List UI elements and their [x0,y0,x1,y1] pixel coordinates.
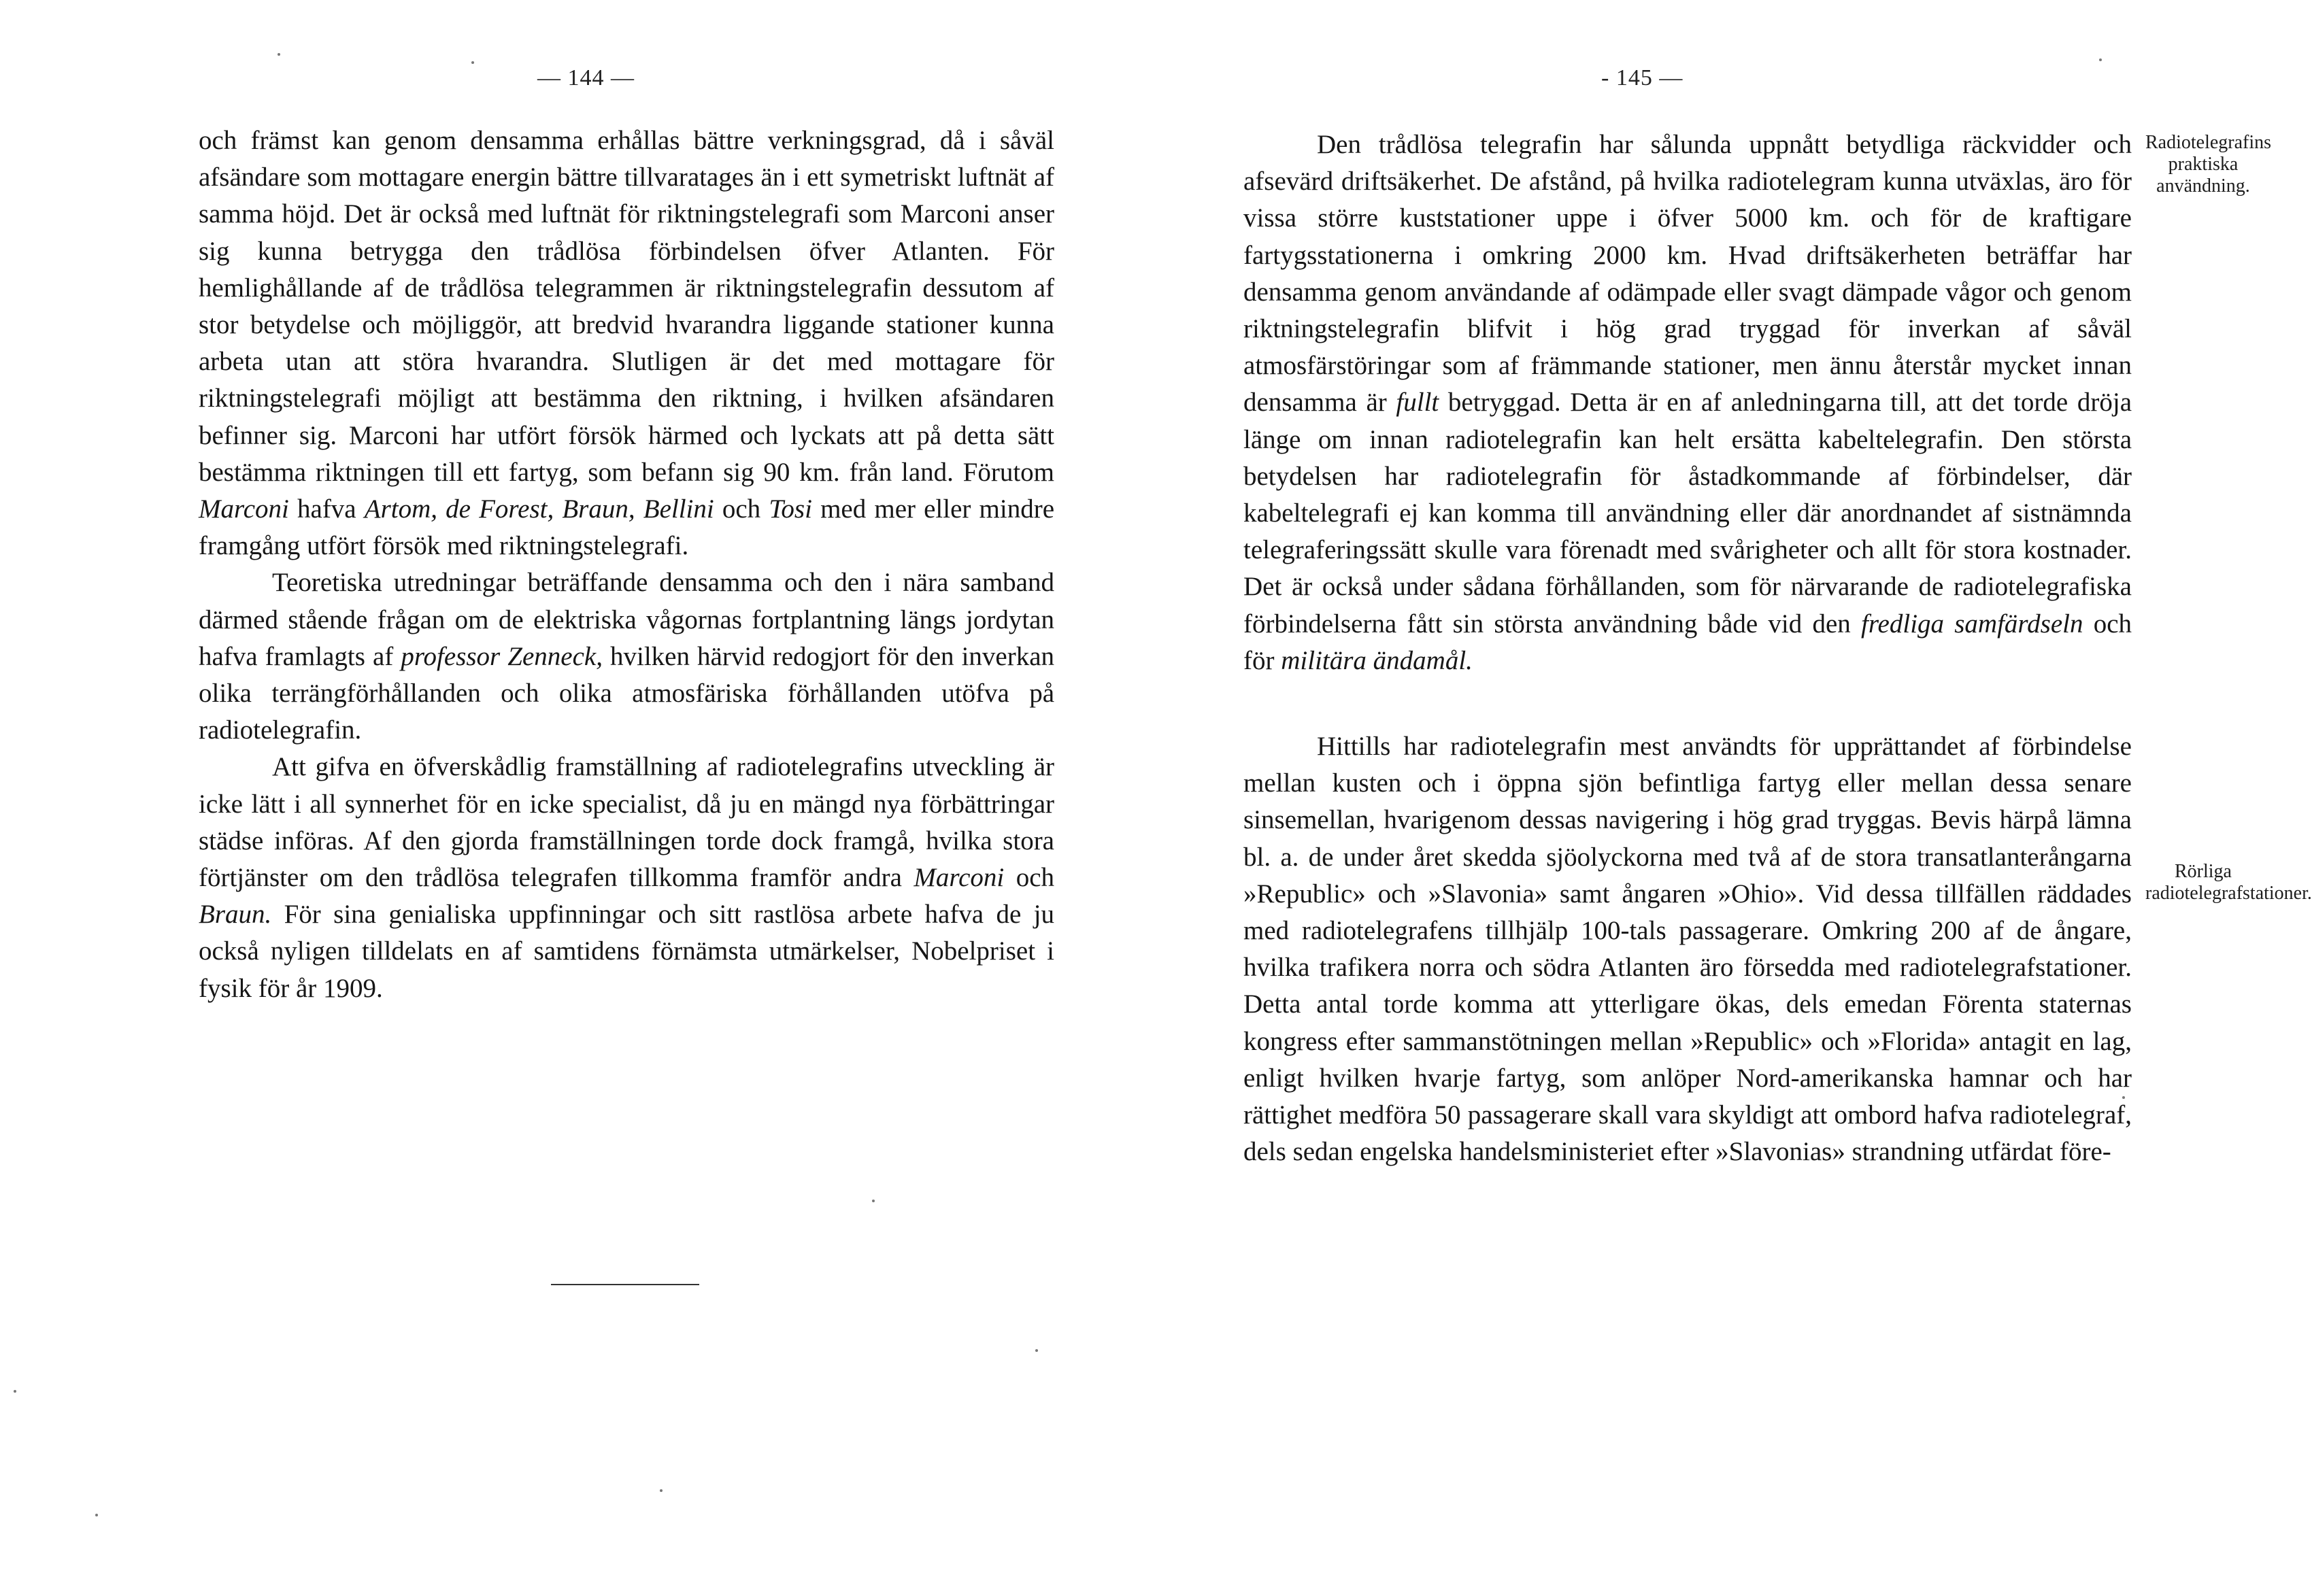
scan-speck [278,53,280,56]
paragraph-text: betryggad. Detta är en af anledningarna till, att det torde dröja länge om innan radiotelegrafin kan helt ersätta kabeltelegrafin. Den största betydelsen har radiotelegrafin för åstadkommande af förbindelser, där kabeltelegrafi ej kan komma till användning eller där anordnandet af sistnämnda telegraferingssätt skulle vara förenadt med svårigheter och allt för stora kostnader. Det är också under sådana förhållanden, som för närvarande de radiotelegrafiska förbindelserna fått sin största användning både vid den [1243,388,2132,639]
italic-name: Braun. [199,900,272,930]
italic-name: Marconi [199,494,289,524]
paragraph-text: och [714,494,769,524]
paragraph-text: hvilken härvid redogjort för den inverkan olika terrängförhållanden och olika atmosfäriska förhållanden utöfva på radiotelegrafin. [199,641,1055,745]
scan-speck [1035,1349,1038,1352]
paragraph-text: med mer eller mindre framgång utfört försök med riktningstelegrafi. [199,494,1055,561]
scan-speck [2099,58,2102,61]
paragraph-text: och [1004,863,1055,893]
margin-note-practical-use: Radiotelegrafins praktiska användning. [2145,132,2272,197]
paragraph-text: hafva [288,494,365,524]
italic-word: fullt [1396,388,1439,418]
left-page [0,0,1132,1596]
right-text-column [1243,126,2132,1170]
page-number-144: — 144 — [537,65,635,90]
paragraph-text: För sina genialiska uppfinningar och sitt rastlösa arbete hafva de ju också nyligen tilldelats en af samtidens förnämsta utmärkelser, Nobelpriset i fysik för år 1909. [199,900,1054,1003]
paragraph-mobile-stations [1243,728,2132,1170]
end-of-chapter-rule [551,1284,699,1285]
paragraph-text: Att gifva en öfverskådlig framställning af radiotelegrafins utveckling är icke lätt i all synnerhet för en icke specialist, då ju en mängd nya förbättringar städse införas. Af den gjorda framställningen torde dock framgå, hvilka stora förtjänster om den trådlösa telegrafen tillkomma framför andra [199,752,1054,893]
paragraph-text: och främst kan genom densamma erhållas bättre verkningsgrad, då i såväl afsändare som mottagare energin bättre tillvaratages än i ett symetriskt luftnät af samma höjd. Det är också med luftnät för riktningstelegrafi som Marconi anser sig kunna betrygga den trådlösa förbindelsen öfver Atlanten. För hemlighållande af de trådlösa telegrammen är riktningstelegrafin dessutom af stor betydelse och möjliggör, att bredvid hvarandra liggande stationer kunna arbeta utan att störa hvarandra. Slutligen är det med mottagare för riktningstelegrafi möjligt att bestämma den riktning, i hvilken afsändaren befinner sig. Marconi har utfört försök härmed och lyckats att på detta sätt bestämma riktningen till ett fartyg, som befann sig 90 km. från land. Förutom [199,126,1054,487]
paragraph-range-reliability [1243,126,2132,679]
section-gap [1243,679,2132,728]
scan-speck [2122,1096,2125,1099]
scan-speck [471,61,474,64]
paragraph-text: Den trådlösa telegrafin har sålunda uppnått betydliga räckvidder och afsevärd driftsäkerhet. De afstånd, på hvilka radiotelegram kunna utväxlas, äro för vissa större kuststationer uppe i öfver 5000 km. och för de kraftigare fartygsstationerna i omkring 2000 km. Hvad driftsäkerheten beträffar har densamma genom användande af odämpade eller svagt dämpade vågor och genom riktningstelegrafin blifvit i hög grad tryggad för inverkan af såväl atmosfärstöringar som af främmande stationer, men ännu återstår mycket innan densamma är [1243,130,2132,418]
paragraph-directional-telegraphy [199,122,1054,564]
italic-phrase: militära ändamål. [1281,645,1473,675]
right-page [1132,0,2312,1596]
left-text-column [199,122,1054,1007]
italic-names: Artom, de Forest, Braun, Bellini [364,494,714,524]
scan-speck [14,1390,16,1393]
margin-note-mobile-stations: Rörliga radiotelegrafstationer. [2145,861,2312,904]
italic-name: Tosi [769,494,812,524]
scan-speck [872,1200,875,1202]
paragraph-text: Teoretiska utredningar beträffande densamma och den i nära samband därmed stående frågan om de elektriska vågornas fortplantning längs jordytan hafva framlagts af [199,568,1054,671]
page-number-145: - 145 — [1601,65,1683,90]
italic-name: Marconi [914,863,1005,893]
italic-phrase: fredliga samfärdseln [1860,609,2083,639]
paragraph-text: Hittills har radiotelegrafin mest användts för upprättandet af förbindelse mellan kusten och i öppna sjön befintliga fartyg eller mellan dessa senare sinsemellan, hvarigenom dessas navigering i hög grad tryggas. Bevis härpå lämna bl. a. de under året skedda sjöolyckorna med två af de stora transatlanterångarna »Republic» och »Slavonia» samt ångaren »Ohio». Vid dessa tillfällen räddades med radiotelegrafens tillhjälp 100-tals passagerare. Omkring 200 af de ångare, hvilka trafikera norra och södra Atlanten äro försedda med radiotelegrafstationer. Detta antal torde komma att ytterligare ökas, dels emedan Förenta staternas kongress efter sammanstötningen mellan »Republic» och »Florida» antagit en lag, enligt hvilken hvarje fartyg, som anlöper Nord-amerikanska hamnar och har rättighet medföra 50 passagerare skall vara skyldigt att ombord hafva radiotelegraf, dels sedan engelska handelsministeriet efter »Slavonias» strandning utfärdat före- [1243,732,2132,1167]
scan-speck [95,1514,98,1516]
paragraph-text: och för [1243,609,2132,675]
paragraph-theoretical-studies [199,564,1054,749]
paragraph-summary-nobel [199,749,1054,1006]
scan-speck [660,1489,663,1492]
italic-name: professor Zenneck, [401,641,603,671]
